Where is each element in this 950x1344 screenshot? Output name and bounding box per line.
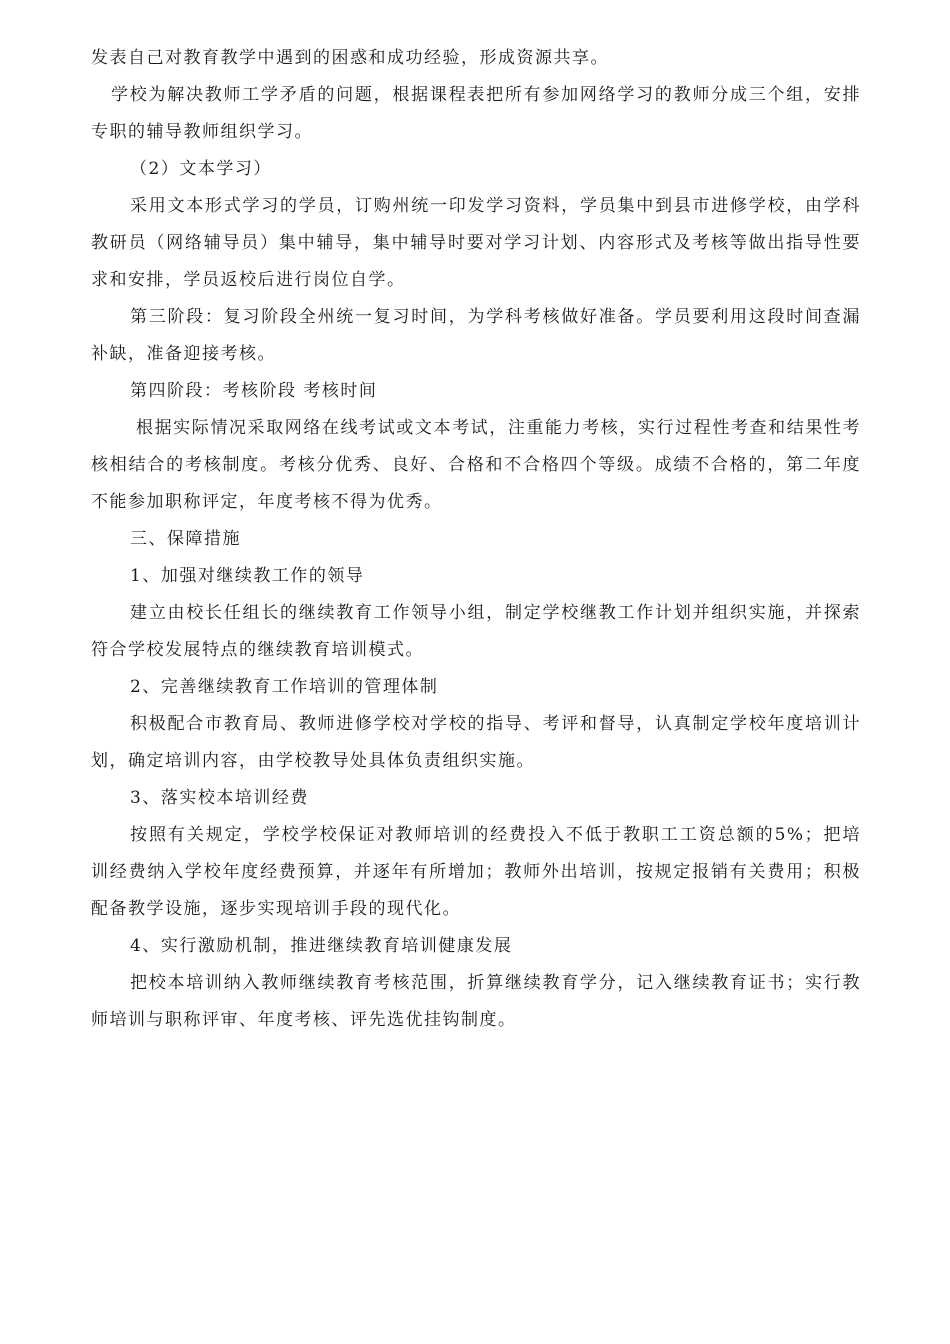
section-heading-guarantees: 三、保障措施 [130,529,241,549]
paragraph-teacher-groups: 学校为解决教师工学矛盾的问题，根据课程表把所有参加网络学习的教师分成三个组，安排专职的辅导教师组织学习。 [91,85,861,142]
item-heading-3: 3、落实校本培训经费 [130,788,309,808]
paragraph-assessment: 根据实际情况采取网络在线考试或文本考试，注重能力考核，实行过程性考查和结果性考核相结合的考核制度。考核分优秀、良好、合格和不合格四个等级。成绩不合格的，第二年度不能参加职称评定，年度考核不得为优秀。 [91,418,861,512]
item-heading-2: 2、完善继续教育工作培训的管理体制 [130,677,439,697]
paragraph-leadership: 建立由校长任组长的继续教育工作领导小组，制定学校继教工作计划并组织实施，并探索符合学校发展特点的继续教育培训模式。 [91,603,861,660]
item-heading-1: 1、加强对继续教工作的领导 [130,566,365,586]
document-body [91,40,861,1039]
paragraph-funding: 按照有关规定，学校学校保证对教师培训的经费投入不低于教职工工资总额的5%；把培训经费纳入学校年度经费预算，并逐年有所增加；教师外出培训，按规定报销有关费用；积极配备教学设施，逐步实现培训手段的现代化。 [91,825,861,919]
subheading-stage-four: 第四阶段：考核阶段 考核时间 [130,381,378,401]
paragraph-text-study: 采用文本形式学习的学员，订购州统一印发学习资料，学员集中到县市进修学校，由学科教研员（网络辅导员）集中辅导，集中辅导时要对学习计划、内容形式及考核等做出指导性要求和安排，学员返校后进行岗位自学。 [91,196,861,290]
paragraph-management: 积极配合市教育局、教师进修学校对学校的指导、考评和督导，认真制定学校年度培训计划，确定培训内容，由学校教导处具体负责组织实施。 [91,714,861,771]
paragraph-incentives: 把校本培训纳入教师继续教育考核范围，折算继续教育学分，记入继续教育证书；实行教师培训与职称评审、年度考核、评先选优挂钩制度。 [91,973,861,1030]
item-heading-4: 4、实行激励机制，推进继续教育培训健康发展 [130,936,513,956]
subheading-text-study: （2）文本学习） [130,159,272,179]
paragraph-resource-sharing: 发表自己对教育教学中遇到的困惑和成功经验，形成资源共享。 [91,48,609,68]
paragraph-stage-three: 第三阶段：复习阶段全州统一复习时间，为学科考核做好准备。学员要利用这段时间查漏补缺，准备迎接考核。 [91,307,861,364]
